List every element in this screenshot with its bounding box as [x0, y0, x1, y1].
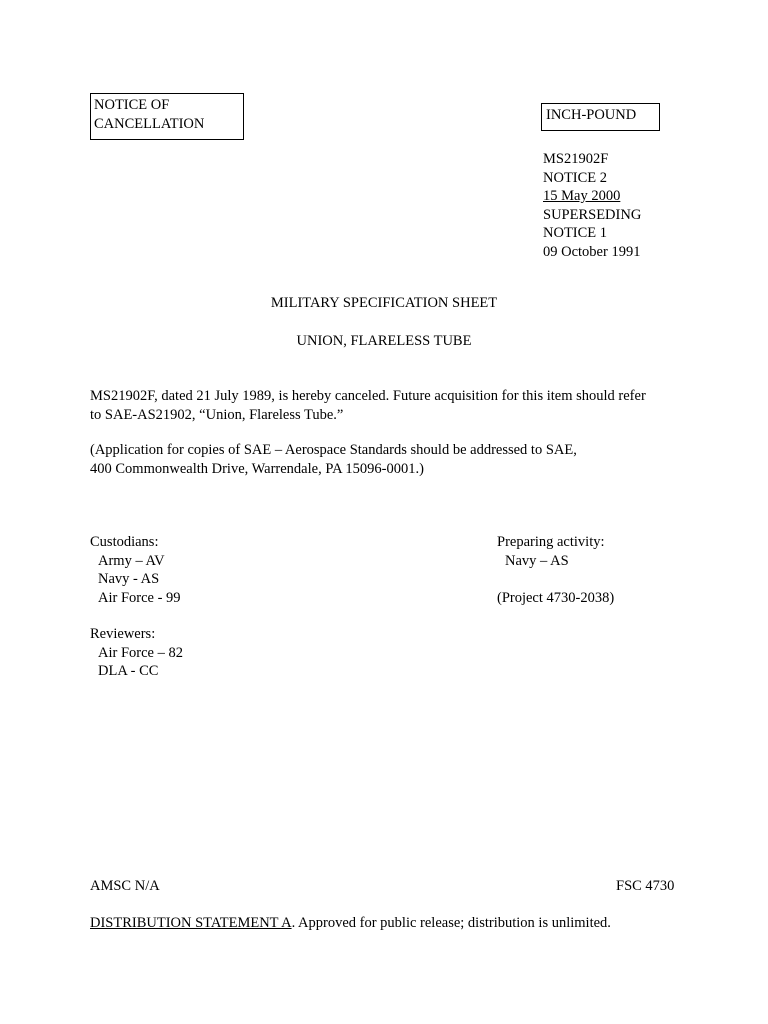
custodians-section — [90, 533, 181, 607]
previous-notice-date: 09 October 1991 — [543, 243, 641, 260]
preparing-activity-value: Navy – AS — [505, 552, 569, 569]
notice-box-line2: CANCELLATION — [94, 115, 205, 132]
cancellation-paragraph-line2: to SAE-AS21902, “Union, Flareless Tube.” — [90, 406, 344, 423]
application-paragraph-line2: 400 Commonwealth Drive, Warrendale, PA 15096-0001.) — [90, 460, 424, 477]
application-paragraph-line1: (Application for copies of SAE – Aerospace Standards should be addressed to SAE, — [90, 442, 577, 458]
document-subtitle: UNION, FLARELESS TUBE — [296, 333, 472, 349]
reviewers-label: Reviewers: — [90, 626, 156, 642]
application-paragraph — [90, 441, 690, 478]
previous-notice: NOTICE 1 — [543, 225, 608, 241]
reviewer-item: Air Force – 82 — [98, 644, 183, 661]
custodian-item: Navy - AS — [98, 571, 160, 587]
document-identification-block — [543, 150, 641, 261]
notice-date: 15 May 2000 — [543, 188, 621, 204]
document-title: MILITARY SPECIFICATION SHEET — [270, 295, 498, 311]
fsc-label: FSC 4730 — [616, 878, 675, 894]
cancellation-paragraph-line1: MS21902F, dated 21 July 1989, is hereby canceled. Future acquisition for this item should refer — [90, 388, 646, 404]
custodian-item: Army – AV — [98, 552, 165, 569]
reviewers-section — [90, 625, 183, 681]
project-number: (Project 4730-2038) — [497, 590, 615, 606]
preparing-activity-label: Preparing activity: — [497, 534, 605, 550]
notice-of-cancellation-box — [90, 93, 244, 140]
custodians-label: Custodians: — [90, 534, 159, 550]
distribution-statement-text: . Approved for public release; distribution is unlimited. — [291, 915, 611, 931]
amsc-label: AMSC N/A — [90, 878, 160, 894]
distribution-statement — [90, 914, 611, 933]
notice-number: NOTICE 2 — [543, 169, 608, 186]
inch-pound-label: INCH-POUND — [546, 107, 637, 123]
cancellation-paragraph — [90, 387, 690, 424]
doc-number: MS21902F — [543, 151, 609, 167]
notice-box-line1: NOTICE OF — [94, 97, 170, 113]
custodian-item: Air Force - 99 — [98, 589, 181, 606]
superseding-label: SUPERSEDING — [543, 206, 642, 223]
preparing-activity-section — [497, 533, 605, 570]
reviewer-item: DLA - CC — [98, 663, 159, 679]
distribution-statement-label: DISTRIBUTION STATEMENT A — [90, 915, 292, 931]
inch-pound-box — [541, 103, 660, 131]
